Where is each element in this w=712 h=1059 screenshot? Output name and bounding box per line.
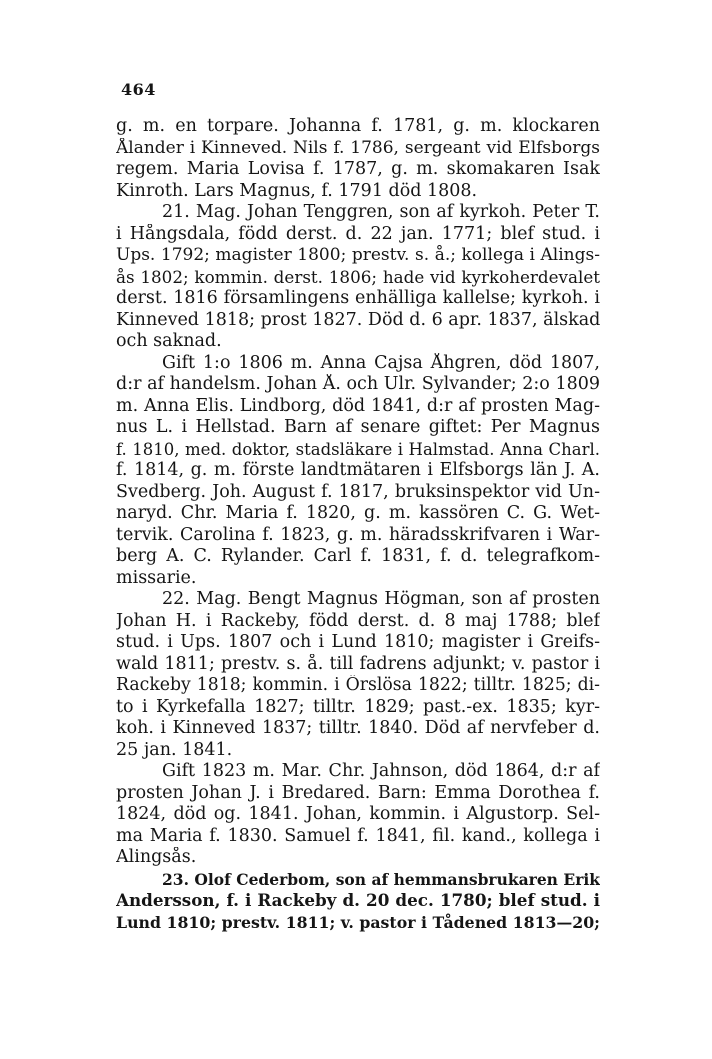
text-line: g. m. en torpare. Johanna f. 1781, g. m. klockaren xyxy=(116,116,600,136)
text-line: f. 1810, med. doktor, stadsläkare i Halmstad. Anna Charl. xyxy=(116,439,600,459)
text-line: missarie. xyxy=(116,567,197,588)
text-line: Andersson, f. i Rackeby d. 20 dec. 1780; blef stud. i xyxy=(116,890,600,910)
text-line: 1824, död og. 1841. Johan, kommin. i Algustorp. Sel- xyxy=(116,804,600,824)
text-line: Alingsås. xyxy=(116,847,197,867)
text-line: Kinneved 1818; prost 1827. Död d. 6 apr. 1837, älskad xyxy=(116,309,600,330)
text-line: tervik. Carolina f. 1823, g. m. häradsskrifvaren i War- xyxy=(116,524,600,545)
text-line: f. 1814, g. m. förste landtmätaren i Elfsborgs län J. A. xyxy=(116,460,600,480)
text-line: Svedberg. Joh. August f. 1817, bruksinspektor vid Un- xyxy=(116,481,600,502)
text-line: ma Maria f. 1830. Samuel f. 1841, fil. kand., kollega i xyxy=(116,825,600,846)
text-line: d:r af handelsm. Johan Å. och Ulr. Sylvander; 2:o 1809 xyxy=(116,374,600,394)
text-line: Ups. 1792; magister 1800; prestv. s. å.; kollega i Alings- xyxy=(116,245,600,265)
text-line: Gift 1823 m. Mar. Chr. Jahnson, död 1864, d:r af xyxy=(162,761,600,781)
text-line: naryd. Chr. Maria f. 1820, g. m. kassören C. G. Wet- xyxy=(116,503,600,523)
text-line: 23. Olof Cederbom, son af hemmansbrukaren Erik xyxy=(162,869,600,889)
text-line: Ålander i Kinneved. Nils f. 1786, sergeant vid Elfsborgs xyxy=(116,137,600,158)
text-line: ås 1802; kommin. derst. 1806; hade vid kyrkoherdevalet xyxy=(116,266,600,287)
text-line: m. Anna Elis. Lindborg, död 1841, d:r af prosten Mag- xyxy=(116,395,600,416)
text-line: 21. Mag. Johan Tenggren, son af kyrkoh. Peter T. xyxy=(162,202,600,222)
text-line: prosten Johan J. i Bredared. Barn: Emma Dorothea f. xyxy=(116,782,600,803)
text-line: i Hångsdala, född derst. d. 22 jan. 1771; blef stud. i xyxy=(116,223,600,244)
text-line: koh. i Kinneved 1837; tilltr. 1840. Död af nervfeber d. xyxy=(116,718,600,738)
page-number: 464 xyxy=(121,80,156,99)
text-line: Gift 1:o 1806 m. Anna Cajsa Åhgren, död 1807, xyxy=(162,352,600,373)
body-text xyxy=(116,116,600,933)
text-line: wald 1811; prestv. s. å. till fadrens adjunkt; v. pastor i xyxy=(116,653,600,674)
text-line: 22. Mag. Bengt Magnus Högman, son af prosten xyxy=(162,589,600,609)
text-line: och saknad. xyxy=(116,331,222,351)
text-line: Johan H. i Rackeby, född derst. d. 8 maj 1788; blef xyxy=(116,610,600,631)
text-line: nus L. i Hellstad. Barn af senare giftet: Per Magnus xyxy=(116,417,600,437)
text-line: to i Kyrkefalla 1827; tilltr. 1829; past.-ex. 1835; kyr- xyxy=(116,696,600,717)
text-line: derst. 1816 församlingens enhälliga kallelse; kyrkoh. i xyxy=(116,288,600,308)
text-line: berg A. C. Rylander. Carl f. 1831, f. d. telegrafkom- xyxy=(116,546,600,566)
text-line: Lund 1810; prestv. 1811; v. pastor i Tådened 1813—20; xyxy=(116,912,600,932)
text-line: stud. i Ups. 1807 och i Lund 1810; magister i Greifs- xyxy=(116,632,600,652)
text-line: Rackeby 1818; kommin. i Örslösa 1822; tilltr. 1825; di- xyxy=(116,675,600,695)
text-line: Kinroth. Lars Magnus, f. 1791 död 1808. xyxy=(116,180,478,201)
text-line: regem. Maria Lovisa f. 1787, g. m. skomakaren Isak xyxy=(116,159,600,179)
text-line: 25 jan. 1841. xyxy=(116,739,233,760)
